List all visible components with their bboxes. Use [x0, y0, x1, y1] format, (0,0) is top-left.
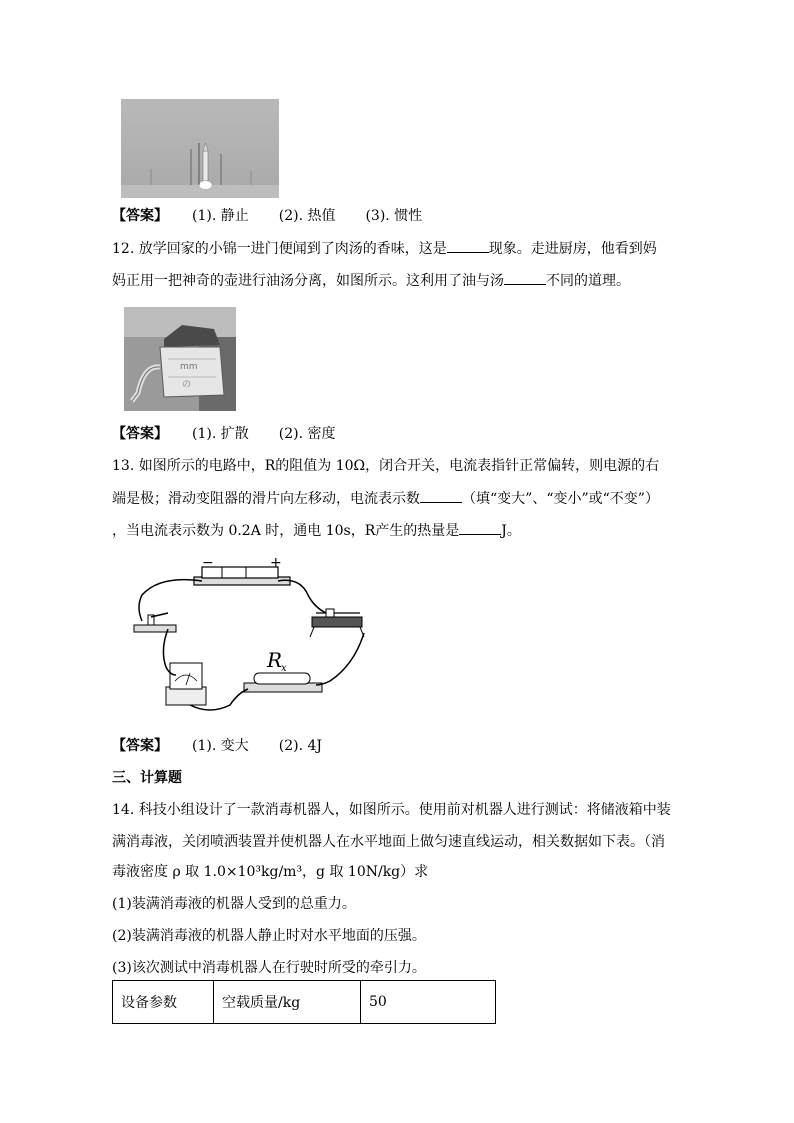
answer-2: (2). 4J [278, 738, 322, 754]
q14-line-2: 满消毒液，关闭喷洒装置并使机器人在水平地面上做匀速直线运动，相关数据如下表。（消 [112, 834, 665, 850]
q13-text-3b: J。 [501, 523, 521, 539]
fill-blank [420, 488, 462, 503]
q12-answer-line [112, 424, 335, 444]
answer-2: (2). 密度 [278, 426, 336, 442]
resistor-label: R [267, 648, 283, 672]
answer-label: 【答案】 [112, 426, 168, 442]
fill-blank [504, 270, 546, 285]
q13-line-2 [112, 488, 659, 509]
q13-line-3 [112, 520, 521, 541]
rocket-launch-photo-graphic [121, 99, 279, 198]
q13-text-1: 13. 如图所示的电路中，R的阻值为 10Ω，闭合开关，电流表指针正常偏转，则电源的右 [112, 458, 660, 474]
q14-item-2: (2)装满消毒液的机器人静止时对水平地面的压强。 [112, 928, 426, 944]
section-heading: 三、计算题 [112, 770, 182, 786]
answer-1: (1). 静止 [192, 208, 249, 224]
minus-sign: − [202, 555, 214, 571]
q12-line-2 [112, 270, 630, 291]
answer-1: (1). 变大 [192, 738, 249, 754]
plus-sign: + [270, 555, 282, 571]
answer-label: 【答案】 [112, 738, 168, 754]
circuit-diagram-graphic [130, 555, 375, 720]
answer-2: (2). 热值 [278, 208, 336, 224]
table-row [113, 981, 496, 1024]
q13-line-1 [112, 456, 659, 476]
answer-label: 【答案】 [112, 208, 168, 224]
answer-3: (3). 惯性 [365, 208, 423, 224]
table-cell: 设备参数 [113, 981, 214, 1024]
q12-text-2b: 不同的道理。 [546, 273, 630, 289]
q13-text-2a: 端是极；滑动变阻器的滑片向左移动，电流表示数 [112, 491, 420, 507]
rocket-launch-photo [121, 99, 279, 198]
table-cell: 空载质量/kg [214, 981, 361, 1024]
q12-text-1a: 12. 放学回家的小锦一进门便闻到了肉汤的香味，这是 [112, 241, 447, 257]
table-cell: 50 [361, 981, 496, 1024]
answer-1: (1). 扩散 [192, 426, 249, 442]
oil-separator-pot-photo [124, 307, 236, 411]
q14-line-3: 毒液密度 ρ 取 1.0×10³kg/m³，g 取 10N/kg）求 [112, 864, 429, 880]
svg-text:mm: mm [180, 362, 198, 372]
fill-blank [459, 520, 501, 535]
circuit-diagram [130, 555, 375, 720]
q14-item-3: (3)该次测试中消毒机器人在行驶时所受的牵引力。 [112, 960, 426, 976]
q13-answer-line [112, 736, 322, 756]
fill-blank [447, 238, 489, 253]
q13-text-2b: （填“变大”、“变小”或“不变”） [462, 491, 659, 507]
oil-separator-pot-graphic [124, 307, 236, 411]
q13-text-3a: ，当电流表示数为 0.2A 时，通电 10s，R产生的热量是 [112, 523, 460, 539]
q12-line-1 [112, 238, 657, 259]
q11-answer-line [112, 206, 422, 226]
q12-text-1b: 现象。走进厨房，他看到妈 [488, 241, 657, 257]
resistor-subscript: x [281, 663, 287, 674]
parameter-table [112, 980, 496, 1024]
q12-text-2a: 妈正用一把神奇的壶进行油汤分离，如图所示。这利用了油与汤 [112, 273, 504, 289]
q14-item-1: (1)装满消毒液的机器人受到的总重力。 [112, 896, 356, 912]
q14-line-1: 14. 科技小组设计了一款消毒机器人，如图所示。使用前对机器人进行测试：将储液箱中装 [112, 802, 671, 818]
svg-text:の: の [182, 380, 192, 390]
